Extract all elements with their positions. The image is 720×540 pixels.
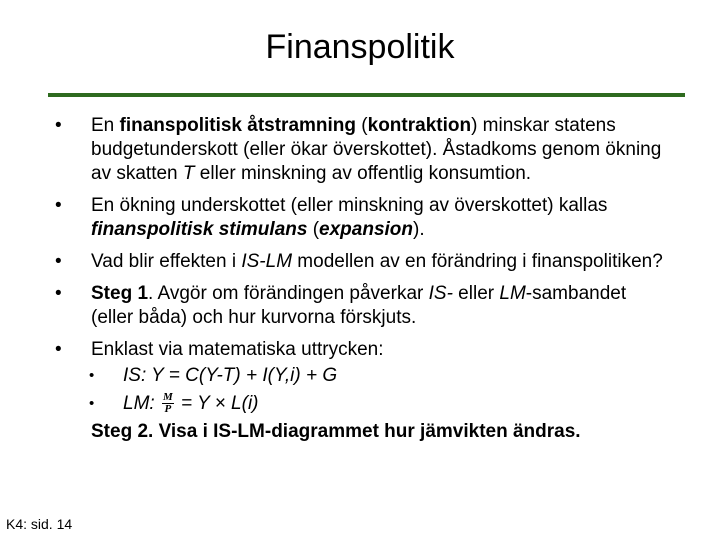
b3-islm: IS-LM bbox=[241, 251, 293, 272]
b2-text: En ökning underskottet (eller minskning av överskottet) kallas bbox=[91, 195, 608, 216]
slide-title: Finanspolitik bbox=[265, 28, 455, 66]
b1-paren: ( bbox=[356, 115, 368, 136]
bullet-question bbox=[55, 250, 665, 274]
b1-text2: ) minskar statens budgetunderskott (eller ökar överskottet). Åstadkoms genom ökning av skatten bbox=[91, 115, 662, 184]
b1-text3: eller minskning av offentlig konsumtion. bbox=[194, 163, 532, 184]
sub-bullet-icon: • bbox=[89, 367, 95, 384]
bullet-icon: • bbox=[55, 195, 62, 216]
b4-step: Steg 1 bbox=[91, 283, 149, 304]
b4-lm: LM bbox=[499, 283, 526, 304]
bullet-step1 bbox=[55, 282, 665, 330]
b2-expansion: expansion bbox=[319, 219, 414, 240]
b1-text: En bbox=[91, 115, 120, 136]
bullet-icon: • bbox=[55, 251, 62, 272]
b4-is: IS- bbox=[428, 283, 453, 304]
sub-bullet-icon: • bbox=[89, 395, 95, 412]
slide-footer: K4: sid. 14 bbox=[6, 516, 73, 532]
is-equation-text: IS: Y = C(Y-T) + I(Y,i) + G bbox=[123, 365, 338, 386]
b2-end: ). bbox=[413, 219, 425, 240]
slide-body bbox=[55, 114, 665, 454]
lm-denominator: P bbox=[164, 403, 172, 416]
b1-kontraktion: kontraktion bbox=[367, 115, 472, 136]
bullet-icon: • bbox=[55, 283, 62, 304]
bullet-simplest bbox=[55, 338, 665, 362]
b4-text2: -sambandet (eller båda) och hur kurvorna förskjuts. bbox=[91, 283, 627, 328]
clipped-step2-line: Steg 2. Visa i IS-LM-diagrammet hur jämvikten ändras. bbox=[91, 421, 581, 442]
bullet-contraction bbox=[55, 114, 665, 186]
b2-term: finanspolitisk stimulans bbox=[91, 219, 308, 240]
bullet-icon: • bbox=[55, 339, 62, 360]
b1-term: finanspolitisk åtstramning bbox=[119, 115, 357, 136]
is-equation bbox=[55, 364, 665, 388]
bullet-stimulus bbox=[55, 194, 665, 242]
lm-fraction bbox=[162, 392, 174, 415]
b1-T: T bbox=[182, 163, 195, 184]
lm-suffix: = Y × L(i) bbox=[181, 393, 259, 414]
lm-numerator: M bbox=[162, 391, 173, 404]
lm-equation bbox=[55, 392, 665, 416]
b4-or: eller bbox=[452, 283, 500, 304]
b2-paren: ( bbox=[307, 219, 320, 240]
title-divider bbox=[48, 93, 685, 97]
lm-prefix: LM: bbox=[123, 393, 155, 414]
bullet-icon: • bbox=[55, 115, 62, 136]
b4-text: . Avgör om förändingen påverkar bbox=[148, 283, 429, 304]
b5-text: Enklast via matematiska uttrycken: bbox=[91, 339, 384, 360]
b3-text2: modellen av en förändring i finanspolitiken? bbox=[292, 251, 663, 272]
b3-text: Vad blir effekten i bbox=[91, 251, 242, 272]
